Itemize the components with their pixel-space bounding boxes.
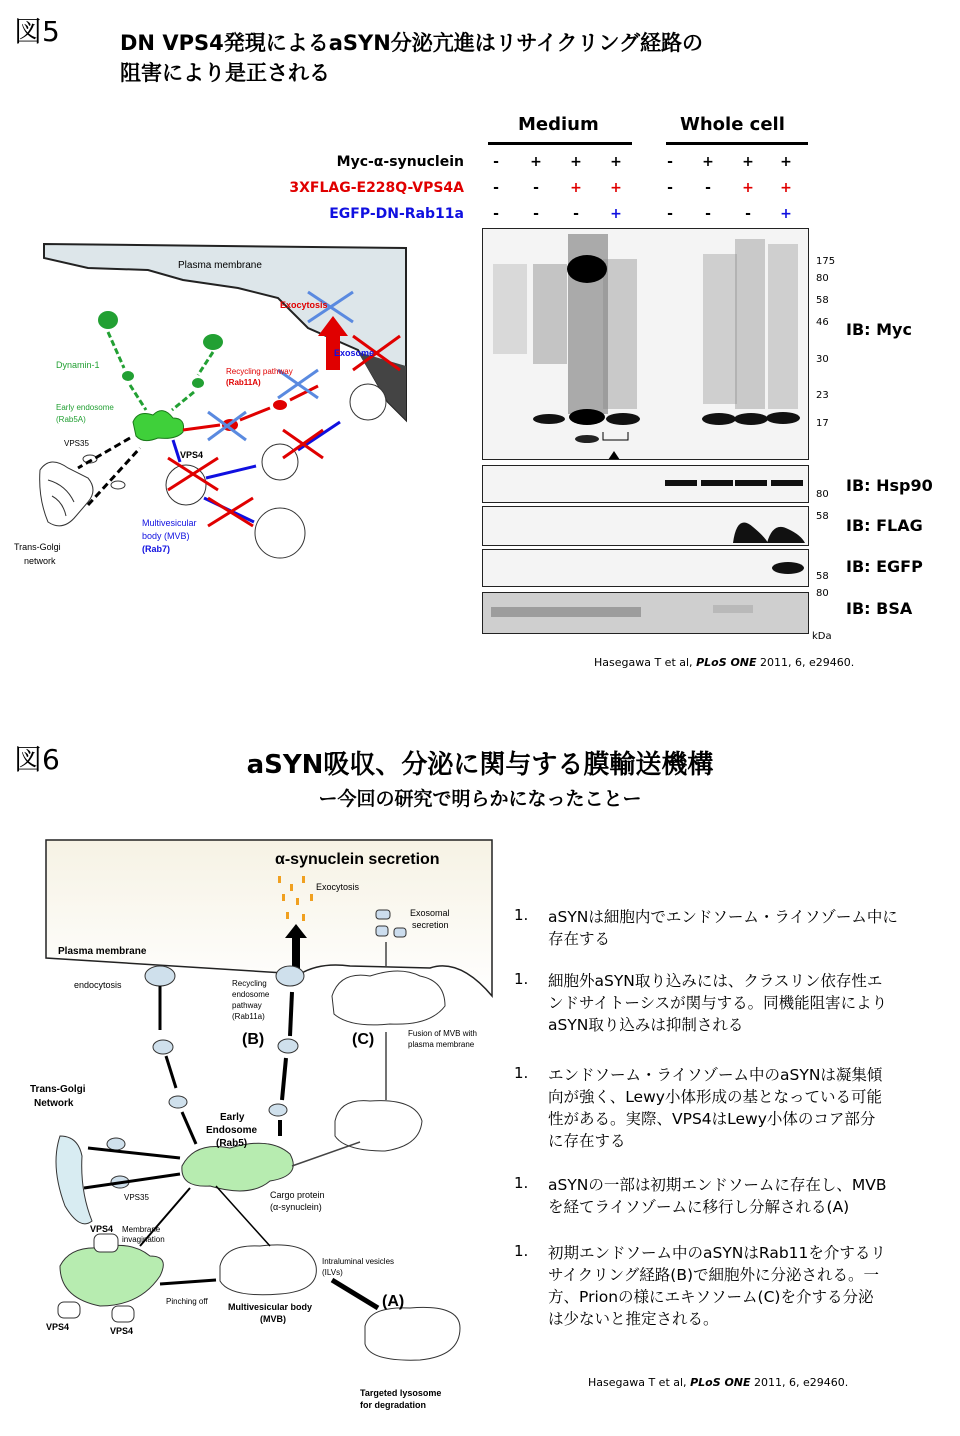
- f6-vps35: VPS35: [124, 1193, 149, 1202]
- tgn-vesicle-1: [107, 1138, 125, 1150]
- point-line: は少ないと推定される。: [548, 1310, 719, 1328]
- arrow-tgn-out: [84, 1174, 180, 1188]
- point-line: aSYNの一部は初期エンドソームに存在し、MVB: [548, 1176, 887, 1194]
- myc-band-low-lane3: [575, 435, 599, 443]
- myc-band-17-lane7: [734, 413, 768, 425]
- vesicle-green-3: [122, 371, 134, 381]
- f6-recycling-4: (Rab11a): [232, 1012, 265, 1021]
- lane-sign: -: [667, 206, 673, 222]
- recycling-vesicle-2: [273, 400, 287, 410]
- trans-golgi-shape: [40, 462, 93, 526]
- vesicle-green-2: [203, 334, 223, 350]
- arrow-recycling-1: [183, 425, 220, 430]
- myc-smear-7: [735, 239, 765, 409]
- f6-a-label: (A): [382, 1293, 405, 1310]
- arrow-mvb-1: [206, 466, 256, 478]
- myc-band-17-lane2: [533, 414, 565, 424]
- f6-ilv-2: (ILVs): [322, 1268, 343, 1277]
- trans-golgi-f6: [56, 1136, 92, 1224]
- lane-sign: -: [493, 180, 499, 196]
- ib-myc-label: IB: Myc: [846, 320, 912, 339]
- blot-hsp90-bands: [483, 466, 808, 502]
- arrow-to-mvb-intermediate: [292, 1142, 360, 1166]
- f6-endocytosis: endocytosis: [74, 980, 122, 990]
- f6-recycling-3: pathway: [232, 1001, 262, 1010]
- recycle-vesicle-1: [276, 966, 304, 986]
- ib-bsa-label: IB: BSA: [846, 599, 913, 618]
- myc-arrowhead: [608, 451, 620, 459]
- myc-bracket: [603, 432, 628, 440]
- f6-early-1: Early: [220, 1112, 245, 1123]
- f6-tgn-2: Network: [34, 1098, 74, 1109]
- f6-early-3: (Rab5): [216, 1138, 248, 1149]
- myc-smear-4: [603, 259, 637, 409]
- lane-sign: -: [667, 180, 673, 196]
- early-endosome-shape: [133, 411, 184, 441]
- hsp90-band-6: [701, 480, 733, 486]
- mvb-circle-4: [255, 508, 305, 558]
- kda-label: kDa: [812, 631, 832, 642]
- lane-sign: -: [705, 206, 711, 222]
- lane-sign: +: [742, 180, 754, 196]
- f6-exosomal-2: secretion: [412, 920, 449, 930]
- lane-sign: +: [610, 154, 622, 170]
- arrow-dyn-4: [172, 392, 194, 410]
- myc-smear-6: [703, 254, 737, 404]
- lane-sign: -: [493, 206, 499, 222]
- egfp-band-8: [772, 562, 804, 574]
- arrow-endo-3: [182, 1112, 196, 1144]
- plasma-membrane-label: Plasma membrane: [178, 260, 262, 271]
- arrow-tgn-in: [88, 1148, 180, 1158]
- lane-sign: -: [533, 206, 539, 222]
- point-line: に存在する: [548, 1132, 626, 1150]
- lysosome-shape: [365, 1307, 460, 1360]
- lane-sign: +: [610, 180, 622, 196]
- blot-flag-bands: [483, 507, 808, 545]
- arrow-pinching: [160, 1280, 216, 1284]
- f6-vps4-2: VPS4: [46, 1322, 70, 1332]
- marker-58: 58: [816, 295, 829, 306]
- exosome-3: [394, 928, 406, 937]
- figure-6-citation: Hasegawa T et al, PLoS ONE 2011, 6, e29460.: [588, 1376, 849, 1389]
- f6-mvb-2: (MVB): [260, 1314, 286, 1324]
- medium-underline: [488, 142, 632, 145]
- marker-flag-58: 58: [816, 511, 829, 522]
- early-endosome-label-2: (Rab5A): [56, 415, 86, 424]
- f6-membrane-1: Membrane: [122, 1225, 161, 1234]
- ib-egfp-label: IB: EGFP: [846, 557, 923, 576]
- myc-band-17-lane6: [702, 413, 736, 425]
- point-line: を経てライソゾームに移行し分解される(A): [548, 1198, 850, 1216]
- marker-23: 23: [816, 390, 829, 401]
- medium-header: Medium: [518, 114, 599, 135]
- hsp90-band-8: [771, 480, 803, 486]
- vesicle-green-4: [192, 378, 204, 388]
- f6-fusion-2: plasma membrane: [408, 1040, 475, 1049]
- f6-b-label: (B): [242, 1031, 265, 1048]
- arrow-recycle-3: [290, 992, 292, 1036]
- flag-band-8: [767, 527, 805, 543]
- blot-bsa: [482, 592, 809, 634]
- vps4-complex-3: [112, 1306, 134, 1322]
- f6-vps4-3: VPS4: [110, 1326, 134, 1336]
- marker-egfp-58: 58: [816, 571, 829, 582]
- myc-band-17-lane4: [606, 413, 640, 425]
- lane-sign: +: [780, 206, 792, 222]
- recycle-vesicle-2: [278, 1039, 298, 1053]
- lane-sign: +: [610, 206, 622, 222]
- blot-egfp: [482, 549, 809, 587]
- point-line: aSYNは細胞内でエンドソーム・ライソゾーム中に: [548, 908, 898, 926]
- arrow-vps4: [173, 440, 180, 462]
- vps4-complex-2: [58, 1302, 80, 1318]
- cross-red-2: [283, 430, 323, 458]
- flag-band-7: [733, 523, 768, 543]
- figure-6-label: 図6: [14, 743, 60, 776]
- early-endosome-f6: [182, 1143, 293, 1191]
- lane-sign: -: [533, 180, 539, 196]
- point-number: 1.: [514, 1174, 529, 1192]
- myc-band-17-lane8: [766, 412, 800, 424]
- f6-mvb-1: Multivesicular body: [228, 1302, 313, 1312]
- lane-sign: +: [530, 154, 542, 170]
- point-number: 1.: [514, 906, 529, 924]
- myc-smear-2: [533, 264, 567, 364]
- f6-membrane-2: invagination: [122, 1235, 165, 1244]
- lane-sign: -: [705, 180, 711, 196]
- point-line: サイクリング経路(B)で細胞外に分泌される。一: [548, 1266, 880, 1284]
- figure-6-trafficking-diagram: [20, 836, 500, 1416]
- arrow-endo-2: [166, 1056, 176, 1088]
- vps35-vesicle-2: [111, 481, 125, 489]
- point-line: aSYN取り込みは抑制される: [548, 1016, 744, 1034]
- early-endosome-label-1: Early endosome: [56, 403, 114, 412]
- vps4-complex-1: [94, 1234, 118, 1252]
- f6-fusion-1: Fusion of MVB with: [408, 1029, 477, 1038]
- f6-cargo-1: Cargo protein: [270, 1190, 325, 1200]
- lane-sign: -: [573, 206, 579, 222]
- endo-vesicle-1: [145, 966, 175, 986]
- cross-red-4: [208, 498, 253, 526]
- f6-vps4-1: VPS4: [90, 1224, 114, 1234]
- exosome-2: [376, 926, 388, 936]
- f6-pinching: Pinching off: [166, 1297, 208, 1306]
- f6-tgn-1: Trans-Golgi: [30, 1084, 86, 1095]
- f6-cargo-2: (α-synuclein): [270, 1202, 322, 1212]
- recycle-vesicle-3: [269, 1104, 287, 1116]
- lane-sign: +: [780, 180, 792, 196]
- exosome-label: Exosome: [334, 348, 375, 358]
- blot-egfp-bands: [483, 550, 808, 586]
- f6-recycling-2: endosome: [232, 990, 270, 999]
- f6-c-label: (C): [352, 1031, 375, 1048]
- mvb-shape: [220, 1245, 316, 1295]
- myc-smear-1: [493, 264, 527, 354]
- row-label-flag-vps4a: 3XFLAG-E228Q-VPS4A: [289, 180, 464, 196]
- f6-header: α-synuclein secretion: [275, 851, 440, 868]
- marker-hsp90-80: 80: [816, 489, 829, 500]
- f6-early-2: Endosome: [206, 1125, 258, 1136]
- arrow-dyn-3: [130, 385, 146, 410]
- bsa-band-cell: [713, 605, 753, 613]
- f6-lyso-2: for degradation: [360, 1400, 427, 1410]
- lane-sign: +: [780, 154, 792, 170]
- mvb-circle-3: [350, 384, 386, 420]
- arrow-recycle-2: [282, 1058, 286, 1100]
- point-line: 方、Prionの様にエキソソーム(C)を介する分泌: [548, 1288, 874, 1306]
- lane-sign: -: [745, 206, 751, 222]
- mvb-label-3: (Rab7): [142, 544, 171, 554]
- marker-80: 80: [816, 273, 829, 284]
- f6-exocytosis: Exocytosis: [316, 882, 360, 892]
- vps4-label: VPS4: [180, 450, 204, 460]
- point-line: 向が強く、Lewy小体形成の基となっている可能: [548, 1088, 882, 1106]
- arrow-early-to-mvb: [216, 1186, 270, 1246]
- mvb-label-1: Multivesicular: [142, 518, 197, 528]
- row-label-egfp-rab11a: EGFP-DN-Rab11a: [329, 206, 464, 222]
- hsp90-band-7: [735, 480, 767, 486]
- figure-6-title: aSYN吸収、分泌に関与する膜輸送機構: [246, 750, 714, 780]
- figure-5-title-line-2: 阻害により是正される: [120, 61, 330, 85]
- whole-cell-underline: [666, 142, 808, 145]
- lane-sign: -: [493, 154, 499, 170]
- figure-5-title-line-1: DN VPS4発現によるaSYN分泌亢進はリサイクリング経路の: [120, 31, 704, 55]
- f6-recycling-1: Recycling: [232, 979, 267, 988]
- myc-band-17-lane3: [569, 409, 605, 425]
- blot-flag: [482, 506, 809, 546]
- point-line: 性がある。実際、VPS4はLewy小体のコア部分: [548, 1110, 876, 1128]
- lane-sign: +: [570, 154, 582, 170]
- vesicle-green-1: [98, 311, 118, 329]
- row-label-myc-synuclein: Myc-α-synuclein: [336, 154, 464, 170]
- figure-5-citation: Hasegawa T et al, PLoS ONE 2011, 6, e29460.: [594, 656, 855, 669]
- hsp90-band-5: [665, 480, 697, 486]
- point-number: 1.: [514, 1064, 529, 1082]
- figure-5-label: 図5: [14, 15, 60, 48]
- blot-hsp90: [482, 465, 809, 503]
- mvb-intermediate: [335, 1101, 422, 1151]
- figure-6-subtitle: ー今回の研究で明らかになったことー: [318, 788, 642, 810]
- lane-sign: +: [742, 154, 754, 170]
- invagination-shape: [60, 1245, 163, 1306]
- dynamin-label: Dynamin-1: [56, 360, 100, 370]
- point-number: 1.: [514, 970, 529, 988]
- vps35-label: VPS35: [64, 439, 89, 448]
- myc-band-high-lane3: [567, 255, 607, 283]
- blot-bsa-bands: [483, 593, 808, 633]
- f6-exosomal-1: Exosomal: [410, 908, 450, 918]
- figure-5-trafficking-diagram: [8, 240, 423, 580]
- bsa-band-medium: [491, 607, 641, 617]
- point-line: 初期エンドソーム中のaSYNはRab11を介するリ: [548, 1244, 886, 1262]
- f6-lyso-1: Targeted lysosome: [360, 1388, 442, 1398]
- exocytosis-label: Exocytosis: [280, 300, 328, 310]
- point-number: 1.: [514, 1242, 529, 1260]
- f6-plasma-membrane: Plasma membrane: [58, 946, 147, 957]
- arrow-dyn-2: [198, 352, 213, 375]
- ib-flag-label: IB: FLAG: [846, 516, 923, 535]
- myc-smear-8: [768, 244, 798, 409]
- marker-46: 46: [816, 317, 829, 328]
- recycling-label-2: (Rab11A): [226, 378, 261, 387]
- f6-ilv-1: Intraluminal vesicles: [322, 1257, 395, 1266]
- marker-175: 175: [816, 256, 836, 267]
- lane-sign: +: [570, 180, 582, 196]
- tgn-label-2: network: [24, 556, 56, 566]
- trans-golgi-inner: [48, 480, 74, 516]
- endo-vesicle-2: [153, 1040, 173, 1054]
- mvb-circle-2: [262, 444, 298, 480]
- endo-vesicle-3: [169, 1096, 187, 1108]
- blot-myc: [482, 228, 809, 460]
- tgn-label-1: Trans-Golgi: [14, 542, 61, 552]
- marker-bsa-80: 80: [816, 588, 829, 599]
- arrow-to-a: [332, 1280, 378, 1308]
- marker-30: 30: [816, 354, 829, 365]
- mvb-fused: [332, 971, 445, 1025]
- point-line: ンドサイトーシスが関与する。同機能阻害により: [548, 994, 888, 1012]
- marker-17: 17: [816, 418, 829, 429]
- ib-hsp90-label: IB: Hsp90: [846, 476, 933, 495]
- lane-sign: +: [702, 154, 714, 170]
- exosome-1: [376, 910, 390, 919]
- recycling-label-1: Recycling pathway: [226, 367, 293, 376]
- point-line: 存在する: [548, 930, 611, 948]
- arrow-dyn-1: [108, 332, 124, 368]
- whole-cell-header: Whole cell: [680, 114, 785, 135]
- blot-myc-bands: [483, 229, 808, 459]
- point-line: 細胞外aSYN取り込みには、クラスリン依存性エ: [548, 972, 883, 990]
- lane-sign: -: [667, 154, 673, 170]
- point-line: エンドソーム・ライソゾーム中のaSYNは凝集傾: [548, 1066, 883, 1084]
- mvb-label-2: body (MVB): [142, 531, 190, 541]
